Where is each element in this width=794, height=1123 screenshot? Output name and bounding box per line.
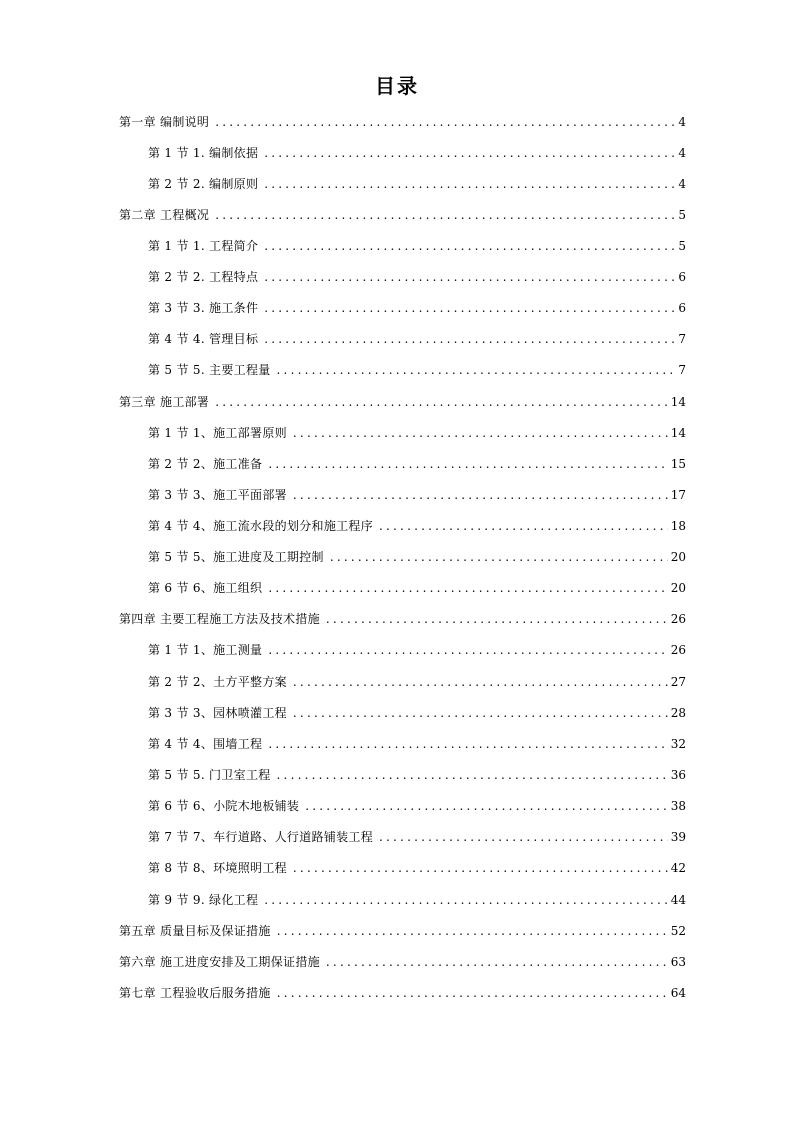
dot-leader [264,331,675,347]
toc-entry-page: 7 [678,332,686,346]
toc-entry-text: 第三章 施工部署 [119,395,210,409]
dot-leader [215,207,675,223]
toc-entry-page: 6 [678,270,686,284]
dot-leader [268,642,667,658]
toc-entry[interactable] [148,269,686,285]
toc-entry-page: 5 [678,208,686,222]
toc-entry[interactable] [119,114,686,130]
dot-leader [264,145,675,161]
toc-entry-text: 第 3 节 3、园林喷灌工程 [148,706,287,720]
toc-entry-page: 4 [678,146,686,160]
dot-leader [277,923,668,939]
toc-entry-text: 第二章 工程概况 [119,208,210,222]
toc-entry-page: 36 [670,768,686,782]
dot-leader [264,300,675,316]
toc-entry-text: 第 5 节 5. 主要工程量 [148,363,271,377]
toc-entry-page: 38 [670,799,686,813]
dot-leader [268,580,667,596]
toc-entry-page: 4 [678,177,686,191]
toc-entry-page: 7 [678,363,686,377]
toc-entry[interactable] [148,456,686,472]
toc-entry-text: 第 9 节 9. 绿化工程 [148,893,259,907]
toc-entry-page: 14 [670,426,686,440]
toc-entry[interactable] [148,705,686,721]
dot-leader [215,114,675,130]
toc-entry[interactable] [148,798,686,814]
dot-leader [293,705,668,721]
toc-entry[interactable] [148,487,686,503]
toc-entry-text: 第七章 工程验收后服务措施 [119,986,271,1000]
toc-entry-text: 第 5 节 5、施工进度及工期控制 [148,550,324,564]
toc-entry[interactable] [148,362,686,378]
toc-entry-text: 第四章 主要工程施工方法及技术措施 [119,612,320,626]
toc-entry-page: 52 [670,924,686,938]
toc-entry-text: 第 2 节 2. 工程特点 [148,270,259,284]
dot-leader [330,549,668,565]
toc-entry-text: 第 2 节 2、土方平整方案 [148,675,287,689]
dot-leader [326,954,668,970]
dot-leader [293,425,668,441]
dot-leader [293,487,668,503]
toc-entry-page: 20 [670,581,686,595]
dot-leader [215,394,668,410]
toc-entry[interactable] [148,145,686,161]
toc-entry-text: 第一章 编制说明 [119,115,210,129]
toc-entry-text: 第 1 节 1. 编制依据 [148,146,259,160]
dot-leader [277,985,668,1001]
toc-entry-text: 第六章 施工进度安排及工期保证措施 [119,955,320,969]
dot-leader [379,829,668,845]
toc-entry[interactable] [119,954,686,970]
toc-entry-page: 18 [670,519,686,533]
toc-entry[interactable] [119,985,686,1001]
toc-entry[interactable] [148,518,686,534]
toc-entry[interactable] [148,238,686,254]
toc-entry[interactable] [148,829,686,845]
toc-entry-text: 第 7 节 7、车行道路、人行道路铺装工程 [148,830,374,844]
toc-entry-page: 26 [670,612,686,626]
dot-leader [326,611,668,627]
toc-entry-text: 第 4 节 4. 管理目标 [148,332,259,346]
toc-entry[interactable] [148,549,686,565]
toc-entry-page: 27 [670,675,686,689]
toc-entry-text: 第 8 节 8、环境照明工程 [148,861,287,875]
toc-entry-page: 42 [670,861,686,875]
toc-entry-page: 20 [670,550,686,564]
toc-entry-text: 第 3 节 3、施工平面部署 [148,488,287,502]
toc-entry-text: 第 4 节 4、施工流水段的划分和施工程序 [148,519,374,533]
toc-entry-text: 第 2 节 2. 编制原则 [148,177,259,191]
toc-entry-text: 第 6 节 6、小院木地板铺装 [148,799,300,813]
toc-entry-text: 第五章 质量目标及保证措施 [119,924,271,938]
dot-leader [277,767,668,783]
dot-leader [293,860,668,876]
toc-entry-text: 第 5 节 5. 门卫室工程 [148,768,271,782]
toc-entry-text: 第 4 节 4、围墙工程 [148,737,263,751]
dot-leader [264,892,667,908]
toc-entry[interactable] [119,923,686,939]
toc-entry[interactable] [148,767,686,783]
dot-leader [264,269,675,285]
toc-entry[interactable] [119,207,686,223]
toc-entry-page: 6 [678,301,686,315]
toc-entry[interactable] [148,736,686,752]
toc-entry[interactable] [148,300,686,316]
toc-entry-text: 第 1 节 1. 工程简介 [148,239,259,253]
toc-entry-page: 26 [670,643,686,657]
dot-leader [264,176,675,192]
toc-entry-page: 64 [670,986,686,1000]
toc-entry[interactable] [119,394,686,410]
toc-entry-page: 28 [670,706,686,720]
toc-entry-page: 39 [670,830,686,844]
dot-leader [293,674,668,690]
dot-leader [268,736,667,752]
toc-entry-page: 32 [670,737,686,751]
dot-leader [379,518,668,534]
toc-entry[interactable] [148,425,686,441]
toc-entry[interactable] [148,892,686,908]
toc-entry[interactable] [119,611,686,627]
toc-entry-page: 15 [670,457,686,471]
toc-entry-text: 第 2 节 2、施工准备 [148,457,263,471]
toc-entry-page: 17 [670,488,686,502]
toc-entry-page: 5 [678,239,686,253]
toc-entry-page: 4 [678,115,686,129]
toc-entry-text: 第 1 节 1、施工测量 [148,643,263,657]
toc-entry[interactable] [148,860,686,876]
toc-entry-text: 第 6 节 6、施工组织 [148,581,263,595]
toc-entry-page: 14 [670,395,686,409]
dot-leader [305,798,668,814]
toc-entry[interactable] [148,331,686,347]
toc-entry[interactable] [148,674,686,690]
dot-leader [264,238,675,254]
dot-leader [277,362,676,378]
toc-entry[interactable] [148,580,686,596]
toc-entry-text: 第 1 节 1、施工部署原则 [148,426,287,440]
dot-leader [268,456,667,472]
toc-entry[interactable] [148,176,686,192]
toc-entry[interactable] [148,642,686,658]
toc-entry-text: 第 3 节 3. 施工条件 [148,301,259,315]
document-title: 目录 [375,74,419,98]
toc-entry-page: 44 [670,893,686,907]
toc-entry-page: 63 [670,955,686,969]
